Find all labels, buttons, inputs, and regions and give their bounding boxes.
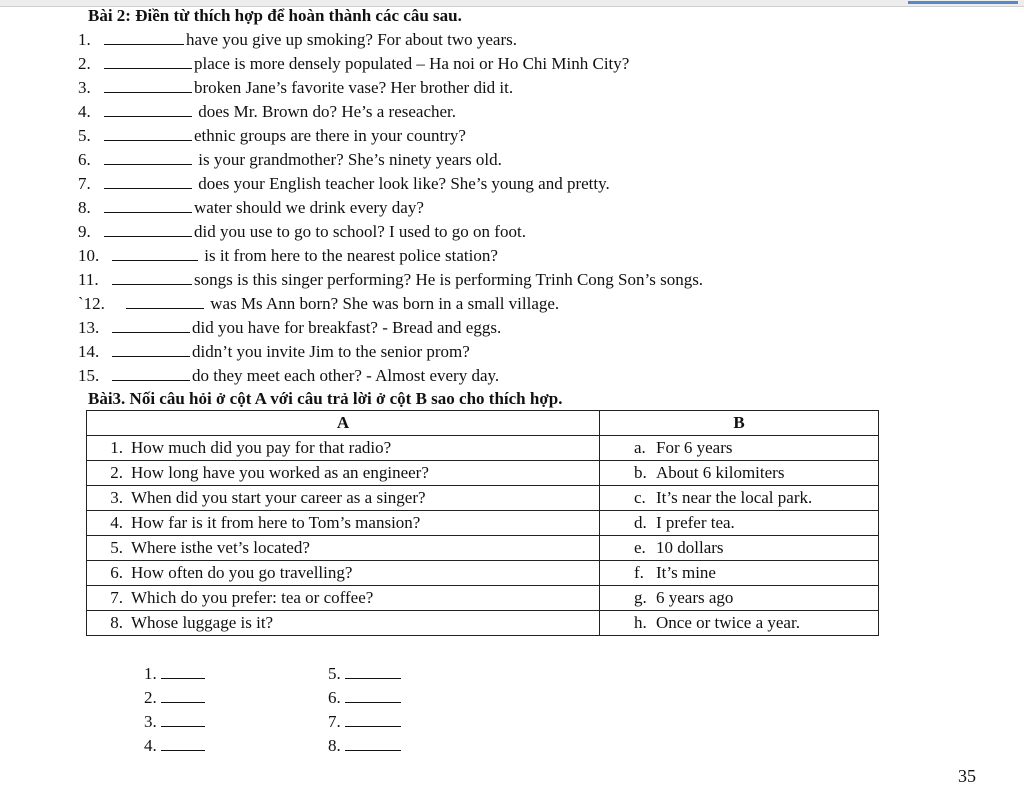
table-row	[87, 561, 879, 586]
bai2-item: 8. water should we drink every day?	[78, 198, 424, 217]
bai2-title: Bài 2: Điền từ thích hợp để hoàn thành các câu sau.	[88, 6, 462, 25]
answer-blank[interactable]: 1.	[144, 664, 205, 684]
bai2-item: 10. is it from here to the nearest police station?	[78, 246, 498, 265]
bai2-item: 13. did you have for breakfast? - Bread and eggs.	[78, 318, 502, 337]
answer-blank[interactable]: 7.	[328, 712, 401, 732]
table-row	[87, 536, 879, 561]
answer-cell: g. 6 years ago	[600, 586, 879, 611]
answer-cell: c. It’s near the local park.	[600, 486, 879, 511]
column-b-header: B	[600, 411, 879, 436]
bai2-item: 7. does your English teacher look like? She’s young and pretty.	[78, 174, 610, 193]
matching-table	[86, 410, 879, 636]
answer-blank[interactable]: 6.	[328, 688, 401, 708]
page-number: 35	[958, 766, 976, 786]
answer-cell: h. Once or twice a year.	[600, 611, 879, 636]
answer-blank[interactable]: 2.	[144, 688, 205, 708]
bai2-item: 3. broken Jane’s favorite vase? Her brother did it.	[78, 78, 514, 97]
bai2-item: 2. place is more densely populated – Ha noi or Ho Chi Minh City?	[78, 54, 630, 73]
question-cell: 3. When did you start your career as a singer?	[87, 486, 600, 511]
answer-cell: f. It’s mine	[600, 561, 879, 586]
answer-cell: a. For 6 years	[600, 436, 879, 461]
table-row	[87, 461, 879, 486]
question-cell: 2. How long have you worked as an engineer?	[87, 461, 600, 486]
answer-blank[interactable]: 5.	[328, 664, 401, 684]
bai2-item: 14. didn’t you invite Jim to the senior prom?	[78, 342, 470, 361]
answer-blank[interactable]: 8.	[328, 736, 401, 756]
table-row	[87, 436, 879, 461]
question-cell: 8. Whose luggage is it?	[87, 611, 600, 636]
table-row	[87, 611, 879, 636]
bai2-item: 5. ethnic groups are there in your country?	[78, 126, 466, 145]
answer-cell: e. 10 dollars	[600, 536, 879, 561]
bai3-title: Bài3. Nối câu hỏi ở cột A với câu trả lời ở cột B sao cho thích hợp.	[88, 389, 563, 408]
answer-blank[interactable]: 4.	[144, 736, 205, 756]
bai2-item: 15. do they meet each other? - Almost every day.	[78, 366, 500, 385]
question-cell: 4. How far is it from here to Tom’s mansion?	[87, 511, 600, 536]
question-cell: 5. Where isthe vet’s located?	[87, 536, 600, 561]
question-cell: 1. How much did you pay for that radio?	[87, 436, 600, 461]
answer-blank[interactable]: 3.	[144, 712, 205, 732]
answer-cell: b. About 6 kilomiters	[600, 461, 879, 486]
table-row	[87, 586, 879, 611]
bai2-item: 1. have you give up smoking? For about two years.	[78, 30, 517, 49]
top-accent-bar	[908, 1, 1018, 4]
table-row	[87, 511, 879, 536]
question-cell: 7. Which do you prefer: tea or coffee?	[87, 586, 600, 611]
bai2-item: 6. is your grandmother? She’s ninety years old.	[78, 150, 502, 169]
question-cell: 6. How often do you go travelling?	[87, 561, 600, 586]
table-header-row	[87, 411, 879, 436]
bai2-item: 4. does Mr. Brown do? He’s a reseacher.	[78, 102, 457, 121]
column-a-header: A	[87, 411, 600, 436]
bai2-item: `12. was Ms Ann born? She was born in a small village.	[78, 294, 560, 313]
table-row	[87, 486, 879, 511]
bai2-item: 11. songs is this singer performing? He is performing Trinh Cong Son’s songs.	[78, 270, 704, 289]
answer-cell: d. I prefer tea.	[600, 511, 879, 536]
bai2-item: 9. did you use to go to school? I used to go on foot.	[78, 222, 526, 241]
